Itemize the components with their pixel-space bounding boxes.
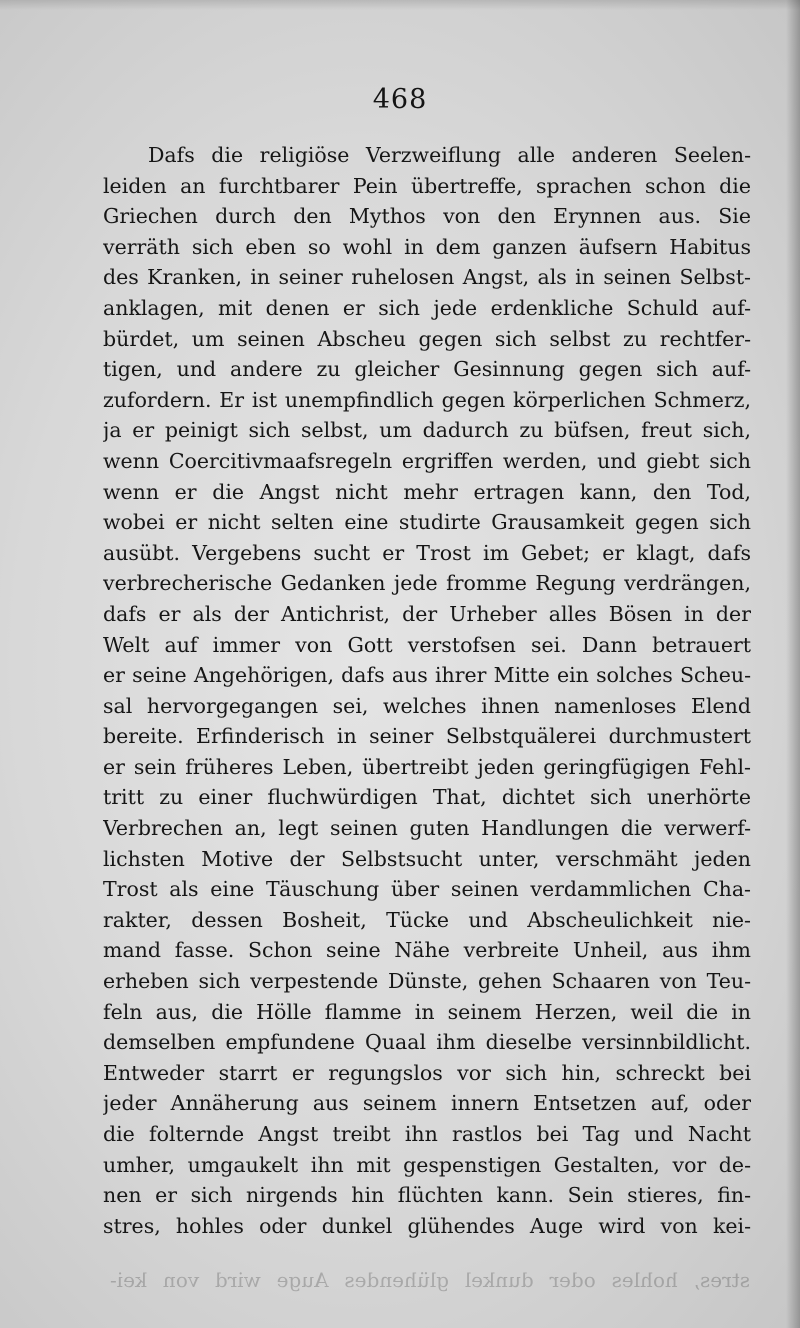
text-line: tritt zu einer fluchwürdigen That, dichtet sich unerhörte (103, 785, 751, 810)
text-line: stres, hohles oder dunkel glühendes Auge wird von kei- (103, 1213, 751, 1238)
text-line: bürdet, um seinen Abscheu gegen sich selbst zu rechtfer- (103, 326, 751, 351)
text-line: er sein früheres Leben, übertreibt jeden geringfügigen Fehl- (103, 754, 751, 779)
text-line: ja er peinigt sich selbst, um dadurch zu büfsen, freut sich, (103, 418, 751, 443)
bleed-through-text: stres, hohles oder dunkel glühendes Auge wird von kei- (110, 1268, 750, 1292)
text-line: rakter, dessen Bosheit, Tücke und Abscheulichkeit nie- (103, 907, 751, 932)
body-text (103, 140, 751, 1241)
text-line: umher, umgaukelt ihn mit gespenstigen Gestalten, vor de- (103, 1152, 751, 1177)
text-line: feln aus, die Hölle flamme in seinem Herzen, weil die in (103, 999, 751, 1024)
text-line: nen er sich nirgends hin flüchten kann. Sein stieres, fin- (103, 1183, 751, 1208)
text-line: er seine Angehörigen, dafs aus ihrer Mitte ein solches Scheu- (103, 663, 751, 688)
text-line: jeder Annäherung aus seinem innern Entsetzen auf, oder (103, 1091, 751, 1116)
text-line: erheben sich verpestende Dünste, gehen Schaaren von Teu- (103, 969, 751, 994)
text-line: wobei er nicht selten eine studirte Grausamkeit gegen sich (103, 510, 751, 535)
text-line: Entweder starrt er regungslos vor sich hin, schreckt bei (103, 1060, 751, 1085)
text-line: anklagen, mit denen er sich jede erdenkliche Schuld auf- (103, 295, 751, 320)
text-line: Griechen durch den Mythos von den Erynnen aus. Sie (103, 204, 751, 229)
text-line: leiden an furchtbarer Pein übertreffe, sprachen schon die (103, 173, 751, 198)
text-line: zufordern. Er ist unempfindlich gegen körperlichen Schmerz, (103, 387, 751, 412)
text-line: tigen, und andere zu gleicher Gesinnung gegen sich auf- (103, 357, 751, 382)
text-line: demselben empfundene Quaal ihm dieselbe versinnbildlicht. (103, 1030, 751, 1055)
text-line: Verbrechen an, legt seinen guten Handlungen die verwerf- (103, 816, 751, 841)
text-line: wenn er die Angst nicht mehr ertragen kann, den Tod, (103, 479, 751, 504)
text-line: wenn Coercitivmaafsregeln ergriffen werden, und giebt sich (103, 448, 751, 473)
text-line: des Kranken, in seiner ruhelosen Angst, als in seinen Selbst- (103, 265, 751, 290)
page-top-shadow (0, 0, 800, 10)
text-line: bereite. Erfinderisch in seiner Selbstquälerei durchmustert (103, 724, 751, 749)
text-line: die folternde Angst treibt ihn rastlos bei Tag und Nacht (103, 1122, 751, 1146)
page-number: 468 (372, 84, 428, 115)
text-line: verräth sich eben so wohl in dem ganzen äufsern Habitus (103, 234, 751, 259)
page-right-shadow (786, 0, 800, 1328)
text-line: Dafs die religiöse Verzweiflung alle anderen Seelen- (148, 143, 751, 167)
text-line: Trost als eine Täuschung über seinen verdammlichen Cha- (103, 877, 751, 902)
text-line: sal hervorgegangen sei, welches ihnen namenloses Elend (103, 693, 751, 718)
text-line: mand fasse. Schon seine Nähe verbreite Unheil, aus ihm (103, 938, 751, 963)
text-line: verbrecherische Gedanken jede fromme Regung verdrängen, (103, 571, 751, 596)
text-line: Welt auf immer von Gott verstofsen sei. Dann betrauert (103, 632, 751, 657)
text-line: ausübt. Vergebens sucht er Trost im Gebet; er klagt, dafs (103, 540, 751, 565)
text-line: dafs er als der Antichrist, der Urheber alles Bösen in der (103, 601, 751, 626)
text-line: lichsten Motive der Selbstsucht unter, verschmäht jeden (103, 846, 751, 871)
